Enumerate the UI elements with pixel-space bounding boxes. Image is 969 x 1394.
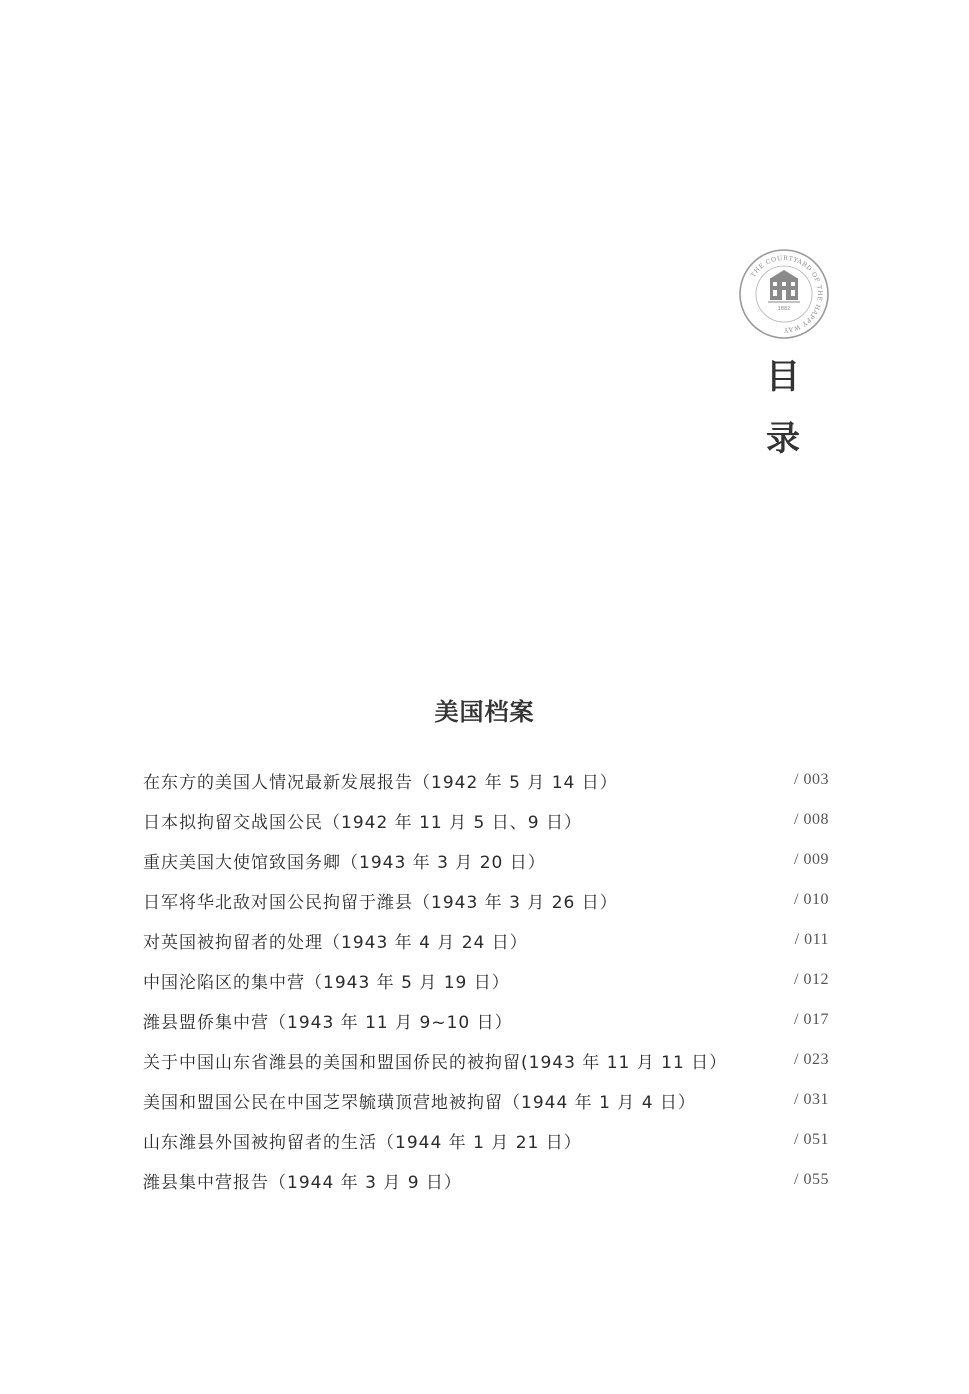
courtyard-seal-logo bbox=[738, 248, 830, 340]
toc-entry-title: 中国沦陷区的集中营（1943 年 5 月 19 日） bbox=[143, 972, 510, 993]
seal-ring-text: THE COURTYARD OF THE HAPPY WAY bbox=[749, 254, 824, 334]
toc-entry[interactable] bbox=[143, 920, 829, 960]
toc-entry-title: 在东方的美国人情况最新发展报告（1942 年 5 月 14 日） bbox=[143, 772, 618, 793]
toc-entry[interactable] bbox=[143, 800, 829, 840]
toc-entry-title: 美国和盟国公民在中国芝罘毓璜顶营地被拘留（1944 年 1 月 4 日） bbox=[143, 1092, 696, 1113]
toc-entry-title: 对英国被拘留者的处理（1943 年 4 月 24 日） bbox=[143, 932, 528, 953]
toc-entry[interactable] bbox=[143, 960, 829, 1000]
seal-emblem-icon bbox=[738, 248, 830, 340]
toc-entry-title: 关于中国山东省潍县的美国和盟国侨民的被拘留(1943 年 11 月 11 日） bbox=[143, 1052, 728, 1073]
toc-entry[interactable] bbox=[143, 760, 829, 800]
toc-entry-title: 潍县盟侨集中营（1943 年 11 月 9~10 日） bbox=[143, 1012, 513, 1033]
toc-entry[interactable] bbox=[143, 880, 829, 920]
toc-entry[interactable] bbox=[143, 1040, 829, 1080]
toc-entry-page: / 055 bbox=[794, 1171, 829, 1188]
toc-entry[interactable] bbox=[143, 840, 829, 880]
toc-entry[interactable] bbox=[143, 1080, 829, 1120]
page-heading-char-1: 目 bbox=[766, 357, 800, 397]
toc-entry-page: / 023 bbox=[794, 1051, 829, 1068]
toc-entry-page: / 011 bbox=[794, 931, 829, 948]
toc-entry-title: 日本拟拘留交战国公民（1942 年 11 月 5 日、9 日） bbox=[143, 812, 582, 833]
toc-entry-page: / 009 bbox=[794, 851, 829, 868]
seal-year: 1882 bbox=[777, 306, 791, 312]
toc-entry-page: / 031 bbox=[794, 1091, 829, 1108]
toc-entry-page: / 051 bbox=[794, 1131, 829, 1148]
toc-entry-page: / 012 bbox=[794, 971, 829, 988]
toc-entry-page: / 010 bbox=[794, 891, 829, 908]
page-heading-char-2: 录 bbox=[766, 419, 800, 459]
toc-entry-title: 山东潍县外国被拘留者的生活（1944 年 1 月 21 日） bbox=[143, 1132, 582, 1153]
toc-entry-title: 潍县集中营报告（1944 年 3 月 9 日） bbox=[143, 1172, 462, 1193]
page-heading bbox=[760, 352, 806, 476]
section-title: 美国档案 bbox=[434, 697, 535, 726]
table-of-contents bbox=[143, 760, 829, 1200]
toc-entry[interactable] bbox=[143, 1160, 829, 1200]
toc-entry-title: 重庆美国大使馆致国务卿（1943 年 3 月 20 日） bbox=[143, 852, 546, 873]
toc-entry-page: / 003 bbox=[794, 771, 829, 788]
toc-entry-page: / 017 bbox=[794, 1011, 829, 1028]
toc-entry[interactable] bbox=[143, 1120, 829, 1160]
toc-entry-title: 日军将华北敌对国公民拘留于潍县（1943 年 3 月 26 日） bbox=[143, 892, 618, 913]
toc-entry[interactable] bbox=[143, 1000, 829, 1040]
toc-entry-page: / 008 bbox=[794, 811, 829, 828]
